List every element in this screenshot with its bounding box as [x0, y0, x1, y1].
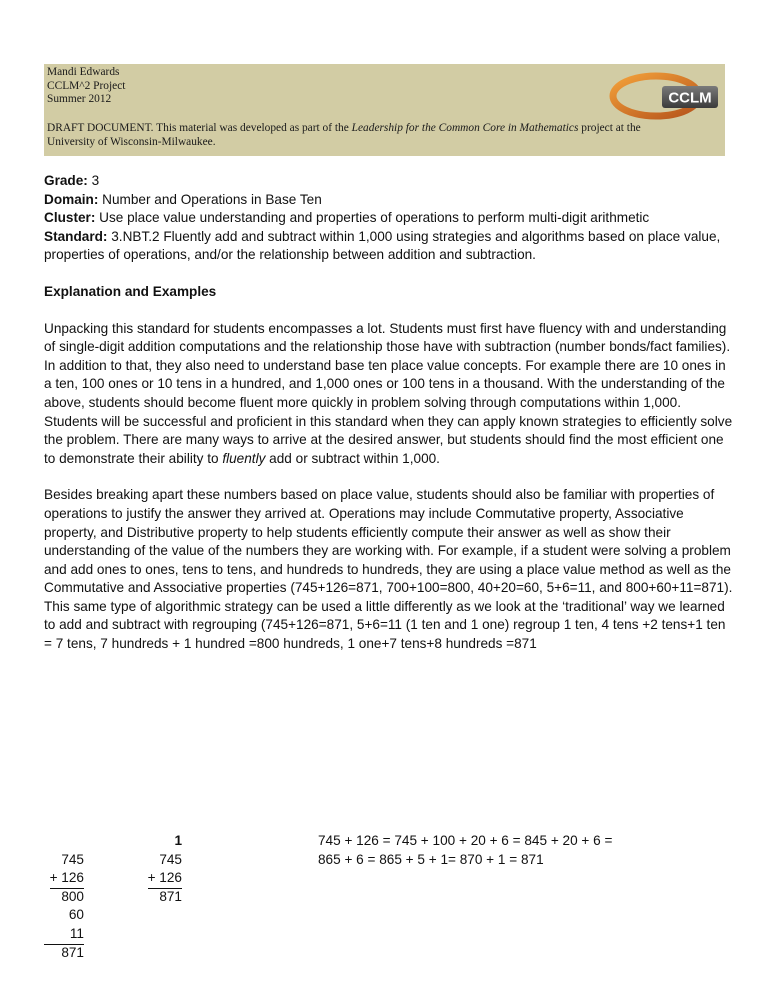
term: Summer 2012 [47, 93, 112, 106]
paragraph-2: Besides breaking apart these numbers based on place value, students should also be familiar with properties of operations to justify the answer they arrived at. Operations may include Commutative property, Associative property, and Distributive property to help students efficiently compute their answer as well as show their understanding of the value of the numbers they are working with. For example, if a student were solving a problem and add ones to ones, tens to tens, and hundreds to hundreds, they are using a place value method as well as the Commutative and Associative properties (745+126=871, 700+100=800, 40+20=60, 5+6=11, and 800+60+11=871). This same type of algorithmic strategy can be used a little differently as we look at the ‘traditional’ way we learned to add and subtract with regrouping (745+126=871, 5+6=11 (1 ten and 1 one) regroup 1 ten, 4 tens +2 tens+1 ten = 7 tens, 7 hundreds + 1 hundred =800 hundreds, 1 one+7 tens+8 hundreds =871 [44, 487, 733, 652]
ex2-carry: 1 [174, 833, 182, 848]
main-content [44, 172, 734, 654]
draft-italic: Leadership for the Common Core in Mathematics [351, 122, 579, 134]
project-name: CCLM^2 Project [47, 79, 126, 92]
ex1-addend: + 126 [50, 869, 84, 889]
ex2-total: 871 [159, 888, 182, 904]
grade-value: 3 [87, 173, 100, 188]
ex1-partial-ones: 11 [44, 925, 84, 945]
ex3-line-1: 745 + 126 = 745 + 100 + 20 + 6 = 845 + 20 + 6 = [318, 833, 613, 848]
grade-label: Grade: [44, 173, 88, 188]
standard-value: 3.NBT.2 Fluently add and subtract within 1,000 using strategies and algorithms based on place value, properties of operations, and/or the relationship between addition and subtraction. [44, 228, 721, 263]
header-band [44, 64, 725, 156]
section-title: Explanation and Examples [44, 283, 217, 299]
example-traditional [142, 832, 182, 906]
draft-notice [47, 122, 687, 149]
standard-label: Standard: [44, 228, 108, 244]
ex2-top: 745 [159, 851, 182, 867]
domain-line [44, 191, 734, 210]
ex1-partial-hundreds: 800 [61, 888, 84, 904]
paragraph-1 [44, 320, 734, 469]
ex3-line-2: 865 + 6 = 865 + 5 + 1= 870 + 1 = 871 [318, 851, 544, 867]
domain-value: Number and Operations in Base Ten [98, 191, 322, 207]
cclm-logo [606, 72, 720, 120]
example-expanded [318, 832, 738, 869]
draft-prefix: DRAFT DOCUMENT. This material was developed as part of the [47, 122, 352, 134]
paragraph-1-text: Unpacking this standard for students encompasses a lot. Students must first have fluency with and understanding of single-digit addition computations and the relationship those have with subtraction (number bonds/fact families). In addition to that, they also need to understand base ten place value concepts. For example there are 10 ones in a ten, 100 ones or 10 tens in a hundred, and 1,000 ones or 100 tens in a thousand. With the understanding of the above, students should become fluent more quickly in problem solving through computations within 1,000. Students will be successful and proficient in this standard when they can apply known strategies to efficiently solve the problem. There are many ways to arrive at the desired answer, but students should find the most efficient one to demonstrate their ability to [44, 320, 733, 466]
paragraph-1-end: add or subtract within 1,000. [265, 450, 440, 466]
cluster-value: Use place value understanding and properties of operations to perform multi-digit arithmetic [95, 210, 650, 226]
author-name: Mandi Edwards [47, 66, 120, 78]
example-partial-sums [44, 832, 84, 962]
draft-suffix: project at the University of Wisconsin-Milwaukee. [47, 122, 641, 148]
ex1-partial-tens: 60 [68, 907, 84, 923]
ex1-total: 871 [61, 944, 84, 960]
standard-line [44, 228, 734, 265]
domain-label: Domain: [44, 191, 99, 207]
header-meta [47, 66, 125, 107]
ex1-top: 745 [61, 851, 84, 867]
logo-text: CCLM [668, 89, 712, 107]
ex2-addend: + 126 [148, 869, 182, 889]
cluster-label: Cluster: [44, 210, 96, 226]
grade-line [44, 172, 734, 191]
cluster-line [44, 209, 734, 228]
paragraph-1-italic: fluently [222, 450, 266, 466]
